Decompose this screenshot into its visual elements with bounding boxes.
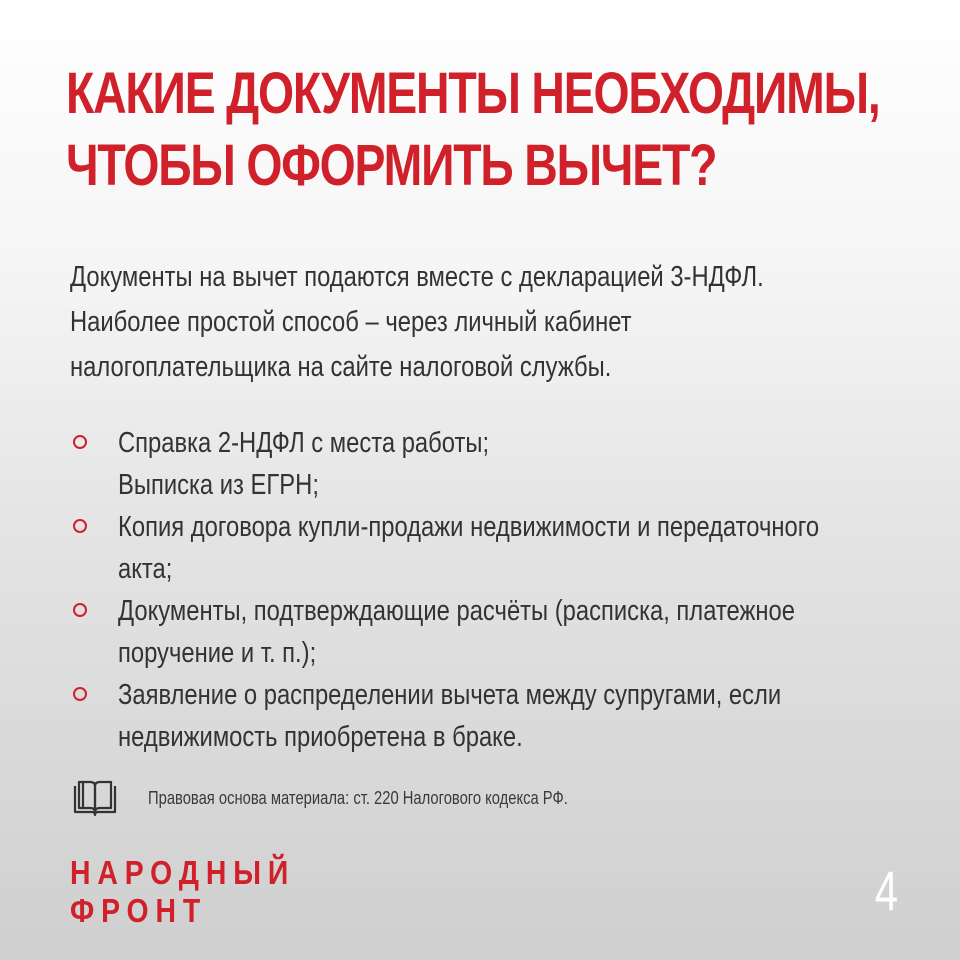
logo xyxy=(70,854,295,930)
source-text: Правовая основа материала: ст. 220 Налогового кодекса РФ. xyxy=(148,788,568,808)
circle-bullet-icon xyxy=(73,435,87,449)
list-item-line: недвижимость приобретена в браке. xyxy=(118,721,523,753)
circle-bullet-icon xyxy=(73,687,87,701)
list-item xyxy=(70,422,960,506)
page-title xyxy=(66,58,880,202)
list-item xyxy=(70,674,960,758)
documents-list xyxy=(70,422,960,758)
intro-line-2: Наиболее простой способ – через личный кабинет xyxy=(70,306,632,338)
list-item-line: акта; xyxy=(118,553,173,585)
list-item-line: Копия договора купли-продажи недвижимости и передаточного xyxy=(118,511,820,543)
logo-line-1: НАРОДНЫЙ xyxy=(70,854,296,891)
logo-line-2: ФРОНТ xyxy=(70,892,208,929)
list-item xyxy=(70,506,960,590)
list-item-line: Заявление о распределении вычета между супругами, если xyxy=(118,679,782,711)
circle-bullet-icon xyxy=(73,603,87,617)
circle-bullet-icon xyxy=(73,519,87,533)
page-number: 4 xyxy=(874,859,898,922)
list-item-line: Справка 2-НДФЛ с места работы; xyxy=(118,427,490,459)
intro-line-1: Документы на вычет подаются вместе с декларацией 3-НДФЛ. xyxy=(70,261,764,293)
list-item-line: поручение и т. п.); xyxy=(118,637,317,669)
intro-paragraph xyxy=(70,255,857,390)
list-item-line: Документы, подтверждающие расчёты (расписка, платежное xyxy=(118,595,795,627)
title-line-2: ЧТОБЫ ОФОРМИТЬ ВЫЧЕТ? xyxy=(66,133,717,198)
title-line-1: КАКИЕ ДОКУМЕНТЫ НЕОБХОДИМЫ, xyxy=(66,61,880,126)
intro-line-3: налогоплательщика на сайте налоговой службы. xyxy=(70,351,612,383)
list-item-line: Выписка из ЕГРН; xyxy=(118,469,319,501)
list-item xyxy=(70,590,960,674)
book-icon xyxy=(72,776,118,822)
